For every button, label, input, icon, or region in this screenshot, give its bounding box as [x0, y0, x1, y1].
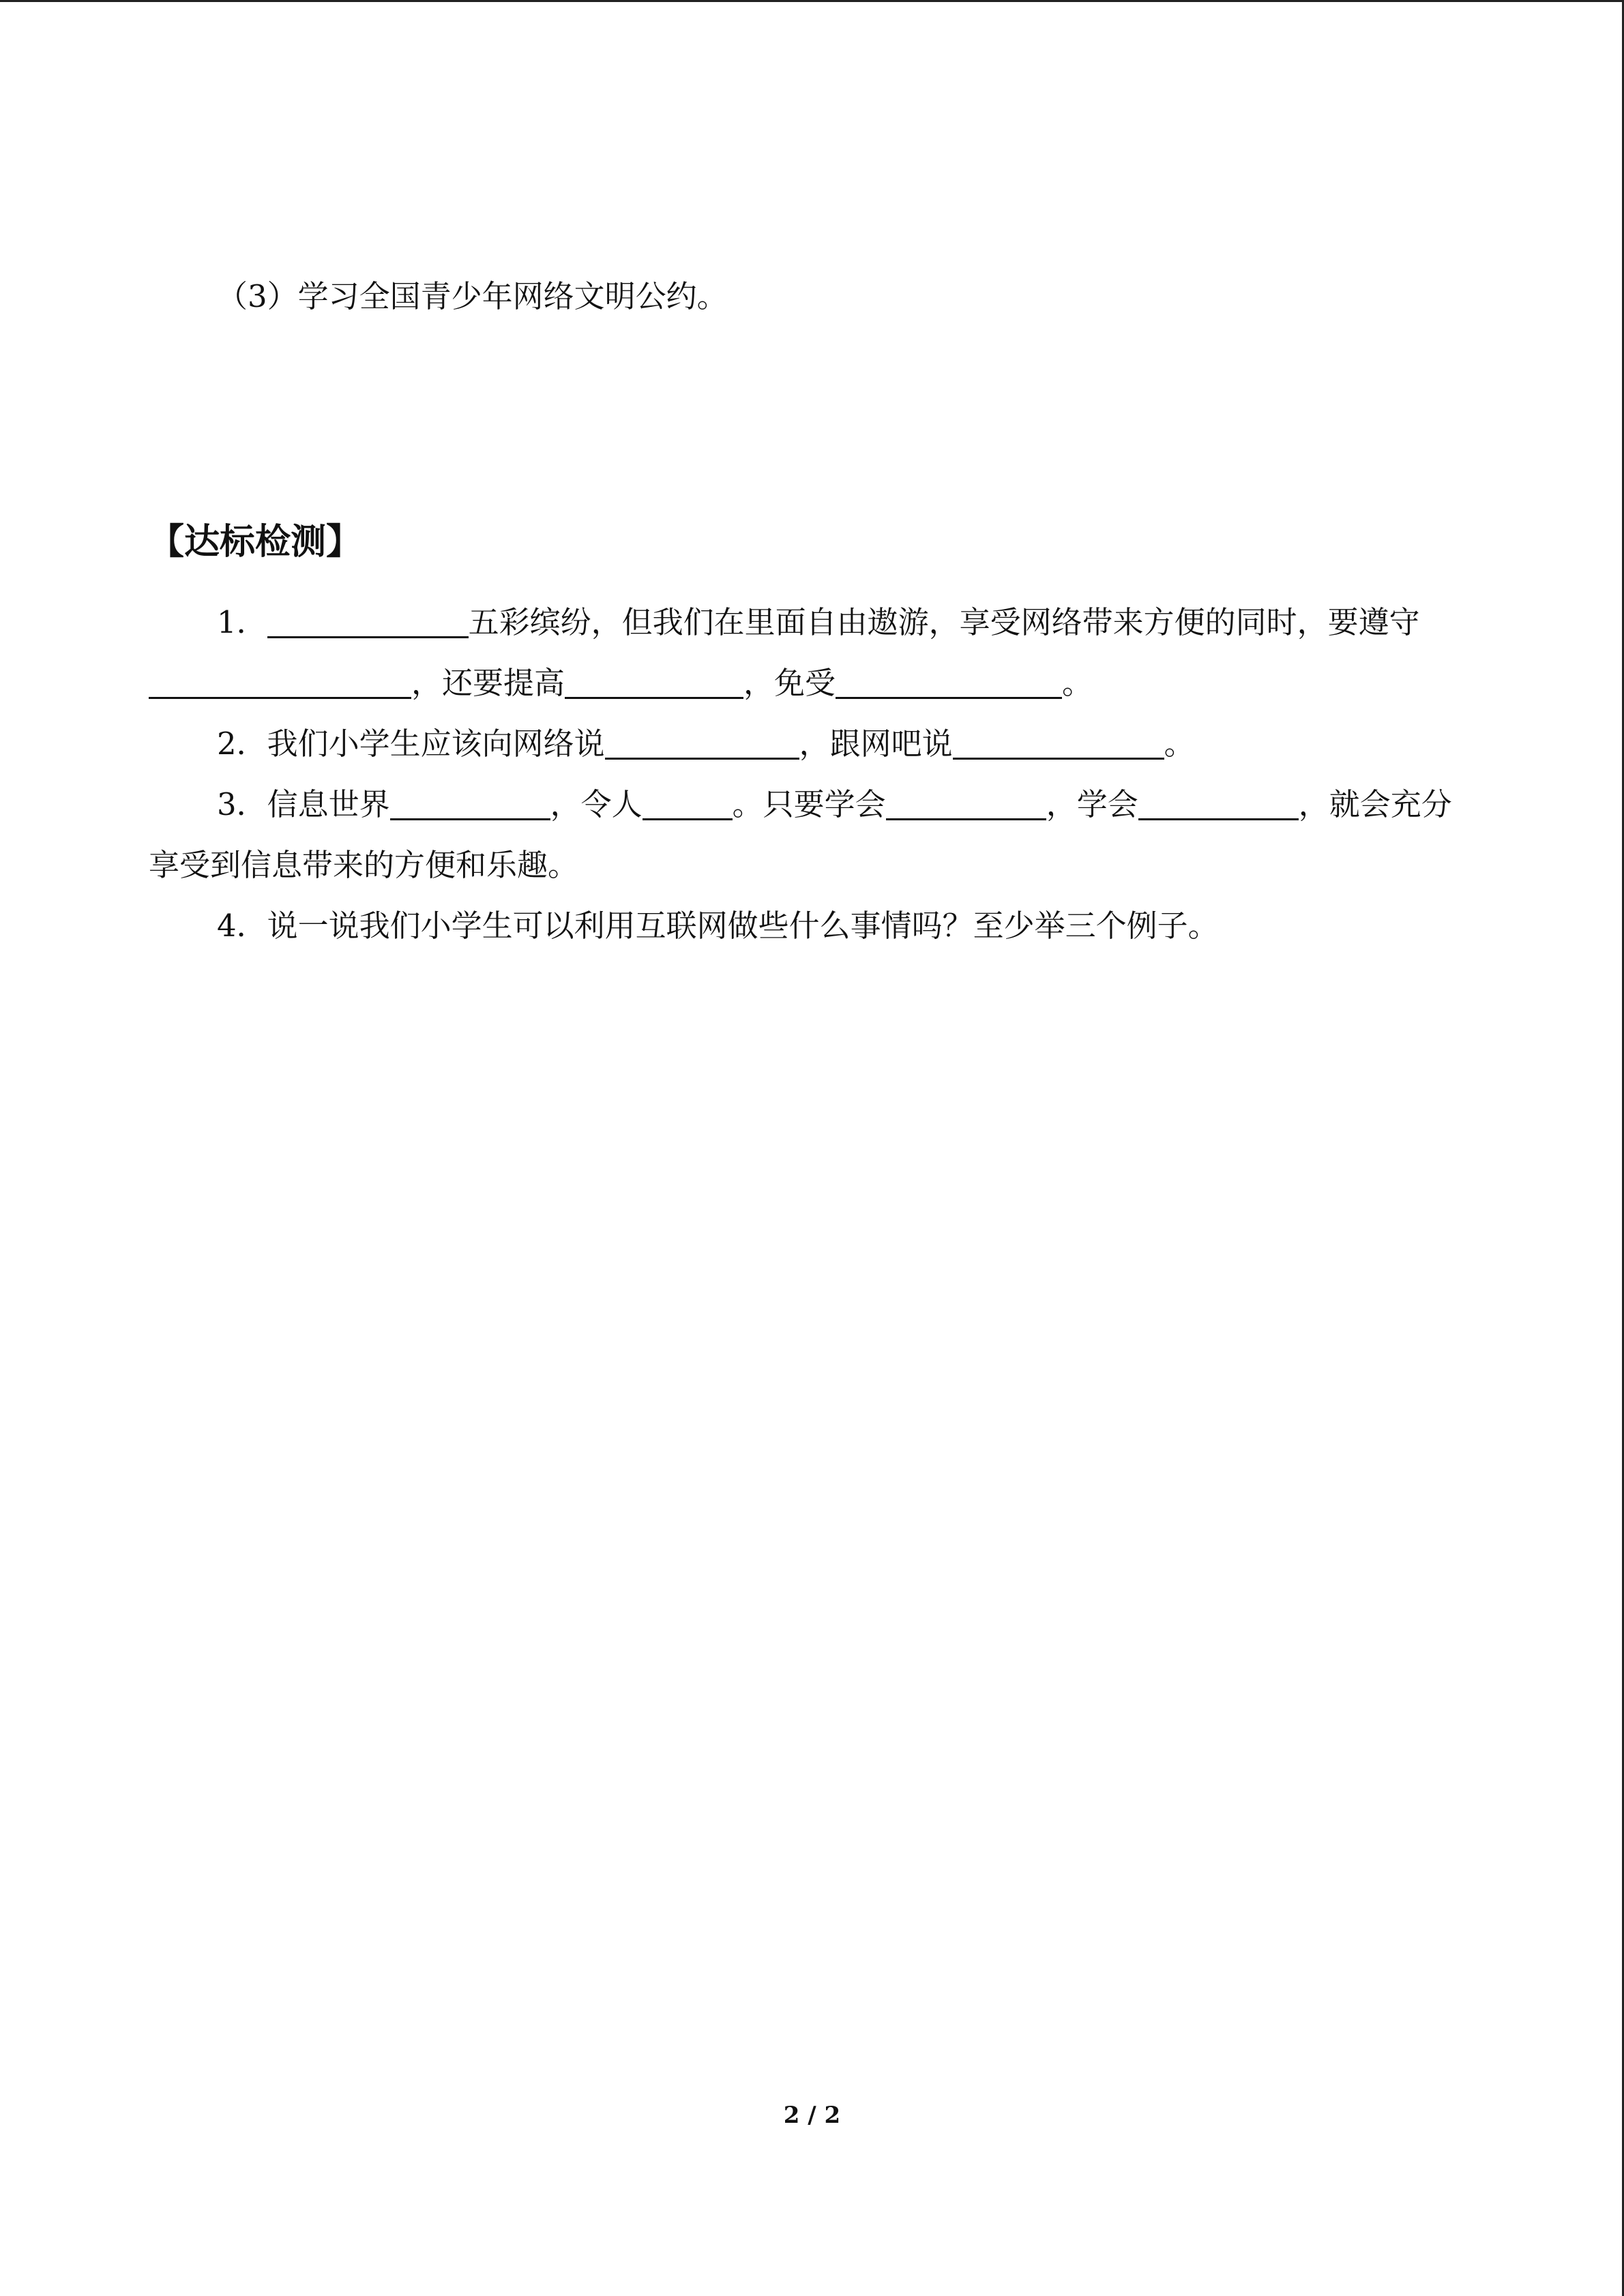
questions-list [149, 592, 1475, 956]
question-1-text-4: 。 [1062, 665, 1093, 701]
question-3-number: 3． [217, 786, 267, 822]
question-2-text-2: ，跟网吧说 [799, 726, 953, 762]
question-1-text-1: 五彩缤纷，但我们在里面自由遨游，享受网络带来方便的同时，要遵守 [468, 604, 1420, 640]
question-1-text-2: ，还要提高 [411, 665, 565, 701]
intro-section [149, 266, 1475, 327]
question-3 [149, 774, 1475, 895]
question-1-number: 1． [217, 604, 267, 640]
question-1-text-3: ，免受 [743, 665, 836, 701]
question-1 [149, 592, 1475, 713]
question-3-text-5: ，就会充分享受到信息带来的方便和乐趣。 [149, 786, 1452, 883]
question-3-text-1: 信息世界 [267, 786, 390, 822]
section-title: 【达标检测】 [149, 522, 362, 563]
question-2-blank-1[interactable] [605, 725, 799, 760]
question-3-blank-4[interactable] [1138, 786, 1299, 820]
question-3-blank-3[interactable] [886, 786, 1046, 820]
question-3-blank-2[interactable] [643, 786, 733, 820]
page-number: 2 / 2 [783, 2102, 841, 2129]
question-2 [149, 713, 1475, 774]
intro-item-3: （3）学习全国青少年网络文明公约。 [217, 278, 728, 314]
question-2-number: 2． [217, 726, 267, 762]
question-4-number: 4． [217, 908, 267, 944]
question-3-blank-1[interactable] [390, 786, 550, 820]
question-4 [149, 895, 1475, 956]
question-3-text-2: ，令人 [550, 786, 643, 822]
question-3-text-3: 。只要学会 [732, 786, 886, 822]
question-4-text-1: 说一说我们小学生可以利用互联网做些什么事情吗？至少举三个例子。 [267, 908, 1219, 944]
question-1-blank-1[interactable] [267, 603, 469, 638]
question-1-blank-3[interactable] [565, 664, 743, 699]
question-3-text-4: ，学会 [1046, 786, 1138, 822]
question-2-blank-2[interactable] [953, 725, 1164, 760]
question-1-blank-4[interactable] [836, 664, 1062, 699]
question-2-text-1: 我们小学生应该向网络说 [267, 726, 605, 762]
page-top-border [0, 0, 1624, 2]
question-1-blank-2[interactable] [149, 664, 411, 699]
question-2-text-3: 。 [1164, 726, 1195, 762]
